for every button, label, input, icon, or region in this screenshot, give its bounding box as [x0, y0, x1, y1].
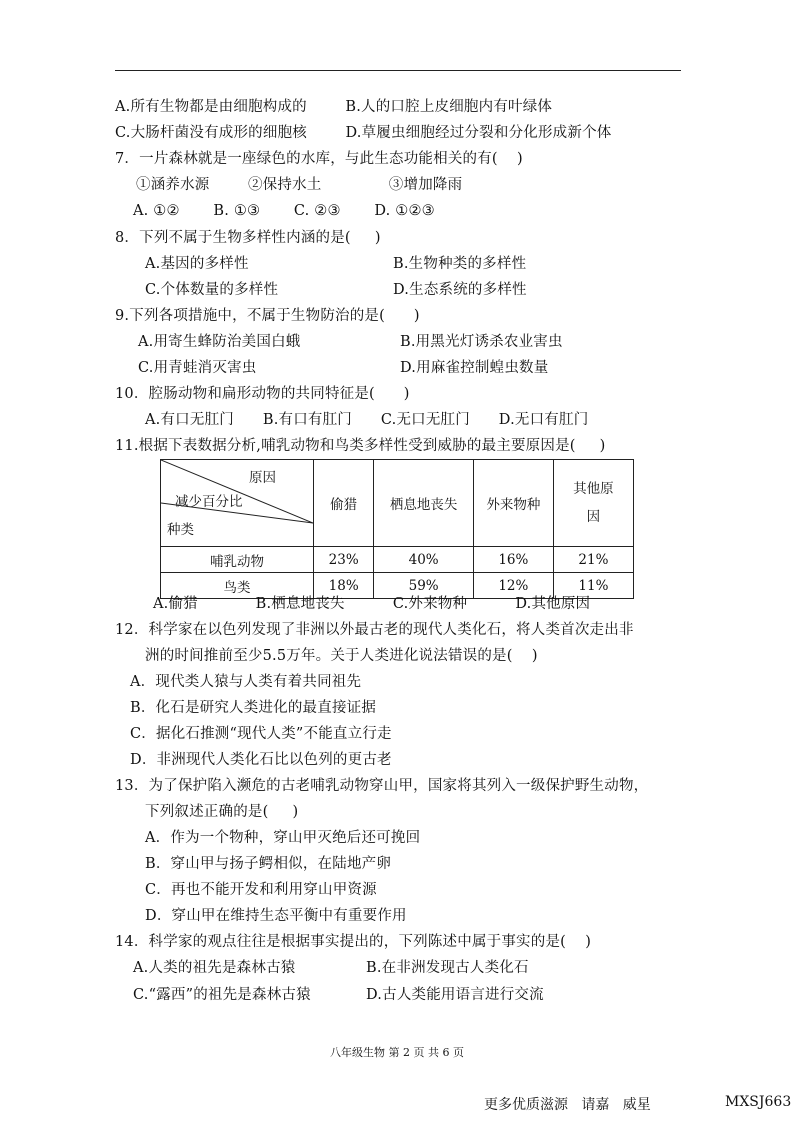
q13-option-a: A．作为一个物种，穿山甲灭绝后还可挽回: [145, 830, 421, 846]
table-cell: 18%: [314, 573, 374, 599]
q14-option-c: C.“露西”的祖先是森林古猿: [133, 987, 311, 1003]
table-cell: 40%: [374, 547, 474, 573]
q10-options: A.有口无肛门 B.有口有肛门 C.无口无肛门 D.无口有肛门: [145, 412, 589, 428]
q13-stem-line1: 13．为了保护陷入濒危的古老哺乳动物穿山甲，国家将其列入一级保护野生动物，: [115, 778, 649, 794]
table-cell: 11%: [553, 573, 633, 599]
q12-option-b: B．化石是研究人类进化的最直接证据: [130, 700, 377, 716]
q12-stem-line1: 12．科学家在以色列发现了非洲以外最古老的现代人类化石，将人类首次走出非: [115, 622, 634, 638]
q14-option-d: D.古人类能用语言进行交流: [366, 987, 544, 1003]
promo-code: MXSJ663: [725, 1094, 792, 1110]
diagonal-header-cell: [161, 460, 314, 547]
data-table: [160, 459, 634, 599]
column-header: 偷猎: [314, 460, 374, 547]
q9-option-a: A.用寄生蜂防治美国白蛾: [138, 334, 301, 350]
column-header: 栖息地丧失: [374, 460, 474, 547]
q13-stem-line2: 下列叙述正确的是( ): [145, 804, 299, 820]
header-kind: 种类: [167, 522, 194, 538]
q7-stem: 7．一片森林就是一座绿色的水库，与此生态功能相关的有( ): [115, 151, 523, 167]
q9-option-d: D.用麻雀控制蝗虫数量: [400, 360, 549, 376]
q9-option-c: C.用青蛙消灭害虫: [138, 360, 257, 376]
header-rule: [115, 70, 681, 71]
promo-text: 更多优质滋源 请嘉 威星: [484, 1097, 651, 1113]
column-header: 外来物种: [473, 460, 553, 547]
q8-option-b: B.生物种类的多样性: [393, 256, 527, 272]
q12-stem-line2: 洲的时间推前至少5.5万年。关于人类进化说法错误的是( ): [145, 648, 538, 664]
row-name: 鸟类: [161, 573, 314, 599]
q9-option-b: B.用黑光灯诱杀农业害虫: [400, 334, 563, 350]
q12-option-a: A．现代类人猿与人类有着共同祖先: [130, 674, 362, 690]
q13-option-c: C．再也不能开发和利用穿山甲资源: [145, 882, 377, 898]
q8-option-a: A.基因的多样性: [145, 256, 249, 272]
table-row: [161, 547, 634, 573]
q14-option-b: B.在非洲发现古人类化石: [366, 960, 529, 976]
q12-option-d: D．非洲现代人类化石比以色列的更古老: [130, 752, 392, 768]
q12-option-c: C．据化石推测“现代人类”不能直立行走: [130, 726, 392, 742]
q13-option-d: D．穿山甲在维持生态平衡中有重要作用: [145, 908, 407, 924]
table-cell: 16%: [473, 547, 553, 573]
q11-stem: 11.根据下表数据分析,哺乳动物和鸟类多样性受到威胁的最主要原因是( ): [115, 438, 606, 454]
q14-stem: 14．科学家的观点往往是根据事实提出的，下列陈述中属于事实的是( ): [115, 934, 592, 950]
header-percent: 减少百分比: [175, 494, 243, 510]
table-cell: 59%: [374, 573, 474, 599]
q8-option-c: C.个体数量的多样性: [145, 282, 279, 298]
q7-options: A. ①② B. ①③ C. ②③ D. ①②③: [133, 203, 435, 219]
q6-options-ab: A.所有生物都是由细胞构成的 B.人的口腔上皮细胞内有叶绿体: [115, 99, 553, 115]
table-cell: 12%: [473, 573, 553, 599]
page-footer: 八年级生物 第 2 页 共 6 页: [330, 1046, 464, 1059]
q6-options-cd: C.大肠杆菌没有成形的细胞核 D.草履虫细胞经过分裂和分化形成新个体: [115, 125, 612, 141]
q11-options: A.偷猎 B.栖息地丧失 C.外来物种 D.其他原因: [153, 596, 591, 612]
header-reason: 原因: [249, 470, 276, 486]
table-cell: 23%: [314, 547, 374, 573]
q13-option-b: B．穿山甲与扬子鳄相似，在陆地产卵: [145, 856, 392, 872]
table-cell: 21%: [553, 547, 633, 573]
q14-option-a: A.人类的祖先是森林古猿: [133, 960, 296, 976]
column-header: 其他原 因: [553, 460, 633, 547]
q9-stem: 9.下列各项措施中，不属于生物防治的是( ): [115, 308, 420, 324]
q8-stem: 8．下列不属于生物多样性内涵的是( ): [115, 230, 381, 246]
row-name: 哺乳动物: [161, 547, 314, 573]
q10-stem: 10．腔肠动物和扁形动物的共同特征是( ): [115, 386, 410, 402]
q7-items: ①涵养水源 ②保持水土 ③增加降雨: [136, 177, 463, 193]
q8-option-d: D.生态系统的多样性: [393, 282, 527, 298]
